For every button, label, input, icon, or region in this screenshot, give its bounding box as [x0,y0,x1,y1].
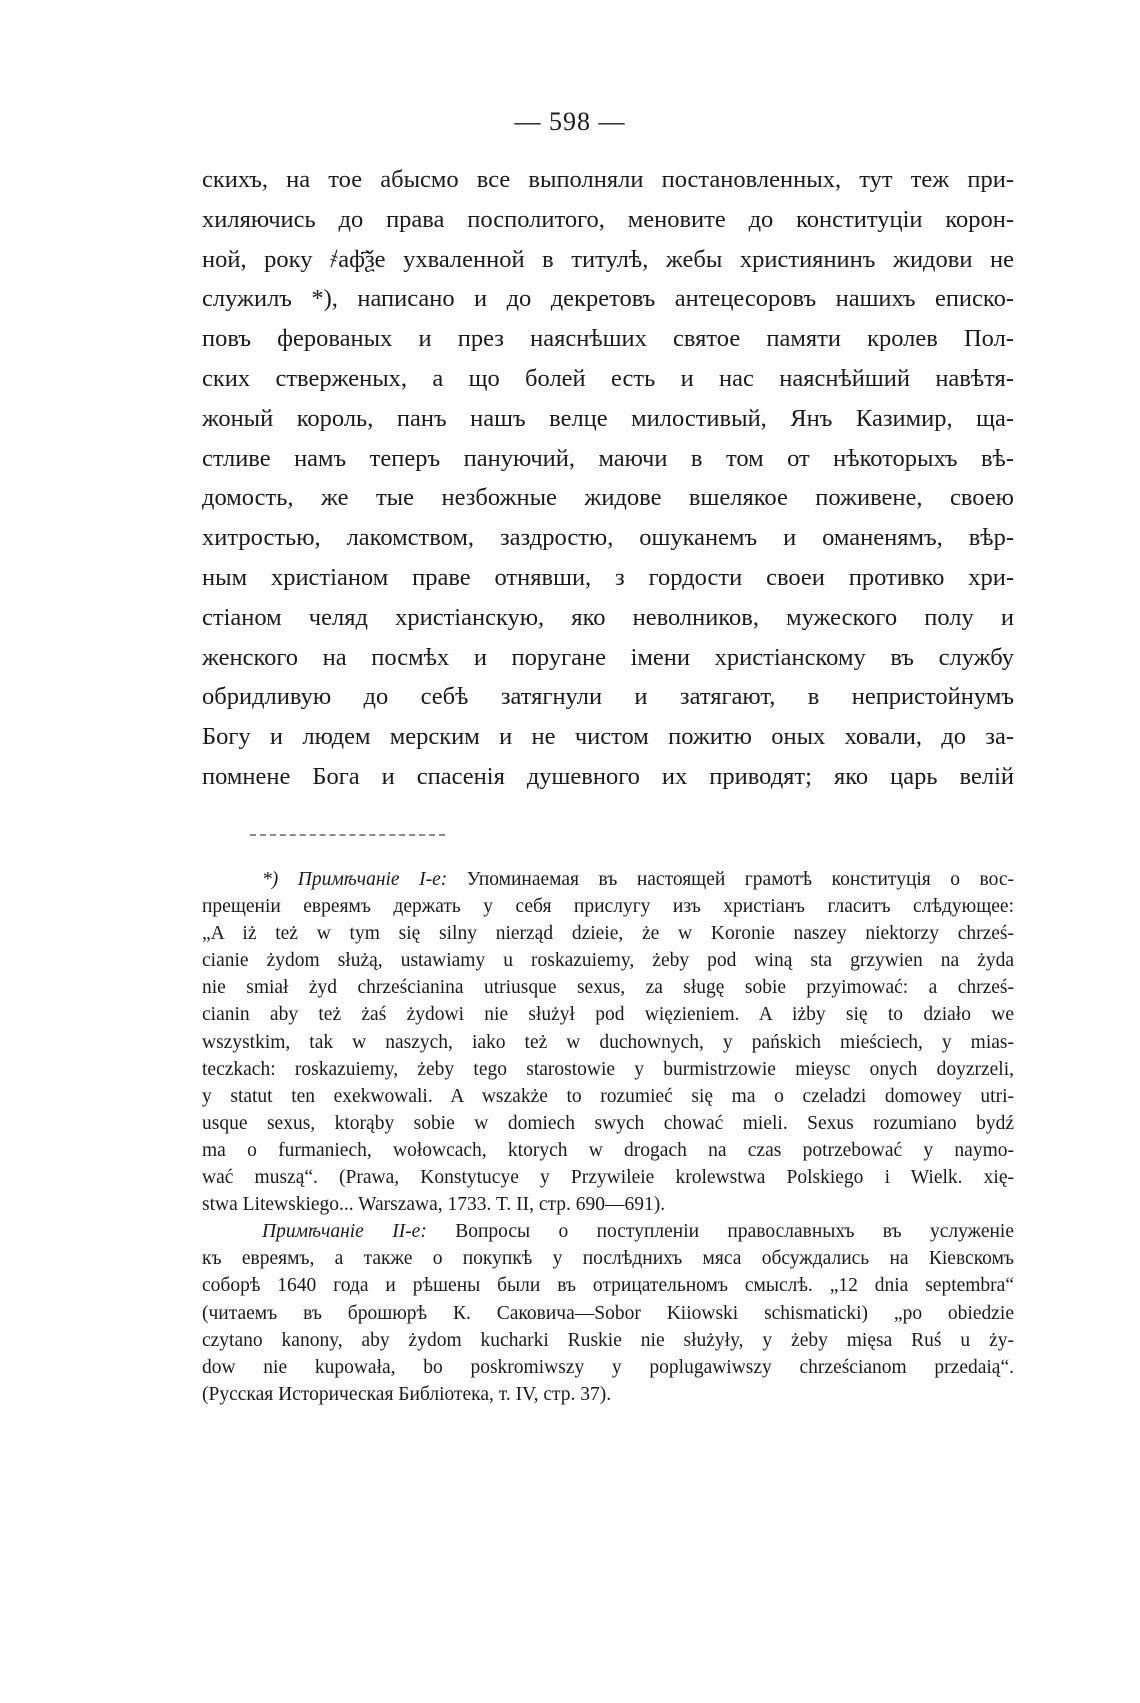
note-line: y statut ten exekwowali. A wszakże to rozumieć się ma o czeladzi domowey utri- [202,1085,1014,1107]
note-line: stwa Litewskiego... Warszawa, 1733. T. II, стр. 690—691). [202,1194,666,1216]
note-line: (Русская Историческая Библіотека, т. IV, стр. 37). [202,1383,612,1405]
note1-label: *) Примѣчаніе I-е: [262,869,448,890]
note-line: соборѣ 1640 года и рѣшены были въ отрицательномъ смыслѣ. „12 dnia septembra“ [202,1275,1014,1297]
note1-first-text: Упоминаемая въ настоящей грамотѣ конституція о вос- [447,869,1014,890]
text-line: стливе намъ теперъ пануючий, маючи в том от нѣкоторыхъ вѣ- [202,444,1014,472]
note-line: ma o furmaniech, wołowcach, ktorych w drogach na czas potrzebować y naymo- [202,1139,1014,1161]
note-line: „A iż też w tym się silny nierząd dzieie, że w Koronie naszey niektorzy chrześ- [202,923,1014,945]
text-line: ной, року ҂аф҃ѯе ухваленной в титулѣ, жебы християнинъ жидови не [202,245,1014,273]
text-line: хиляючись до права посполитого, меновите до конституціи корон- [202,205,1014,233]
note-line: (читаемъ въ брошюрѣ К. Саковича—Sobor Kiiowski schismaticki) „po obiedzie [202,1302,1014,1324]
note-line: czytano kanony, aby żydom kucharki Ruskie nie służyły, y żeby mięsa Ruś u ży- [202,1329,1014,1351]
text-line: скихъ, на тое абысмо все выполняли постановленных, тут теж при- [202,166,1014,193]
text-line: ным христіаном праве отнявши, з гордости своеи противко хри- [202,563,1014,591]
note-line: wszystkim, tak w naszych, iako też w duchownych, y pańskich mieściech, y mias- [202,1031,1014,1053]
text-line: Богу и людем мерским и не чистом пожитю оных ховали, до за- [202,723,1014,751]
text-line: хитростью, лакомством, заздростю, ошуканемъ и оманенямъ, вѣр- [202,524,1014,552]
main-text [202,160,1014,797]
text-line: повъ ферованых и през наяснѣших святое памяти кролев Пол- [202,325,1014,353]
text-line: служилъ *), написано и до декретовъ антецесоровъ нашихъ еписко- [202,285,1014,313]
text-line: жоный король, панъ нашъ велце милостивый, Янъ Казимир, ща- [202,404,1014,432]
text-line: стіаном челяд христіанскую, яко неволников, мужеского полу и [202,603,1014,631]
note-line: teczkach: roskazuiemy, żeby tego starostowie y burmistrzowie mieysc onych doyzrzeli, [202,1058,1014,1080]
footnote-separator [250,834,445,836]
note-line: прещеніи евреямъ держать у себя прислугу изъ христіанъ гласитъ слѣдующее: [202,896,1014,918]
page-number: — 598 — [514,107,626,136]
note-line: wać muszą“. (Prawa, Konstytucye y Przywileie krolewstwa Polskiego i Wielk. xię- [202,1167,1014,1189]
note-line: usque sexus, ktorąby sobie w domiech swych chować mieli. Sexus rozumiano bydź [202,1112,1014,1134]
text-line: домость, же тые незбожные жидове вшелякое поживене, своею [202,484,1014,512]
text-line: помнене Бога и спасенія душевного их приводят; яко царь велій [202,762,1014,790]
note2-first-line [202,1218,1014,1245]
note-line: cianin aby też żaś żydowi nie służył pod więzieniem. A iżby się to działo we [202,1004,1014,1026]
note2-first-text: Вопросы о поступленіи православныхъ въ услуженіе [426,1221,1014,1243]
note2-label: Примѣчаніе II-е: [262,1221,427,1243]
note1-first-line [202,866,1014,893]
note-line: dow nie kupowała, bo poskromiwszy y poplugawiwszy chrześcianom przedaią“. [202,1356,1014,1378]
text-line: обридливую до себѣ затягнули и затягают, в непристойнумъ [202,683,1014,711]
note-line: cianie żydom służą, ustawiamy u roskazuiemy, żeby pod winą sta grzywien na żyda [202,950,1014,972]
footnotes [202,866,1014,1408]
note-line: къ евреямъ, а также о покупкѣ у послѣднихъ мяса обсуждались на Кіевскомъ [202,1248,1014,1270]
text-line: женского на посмѣх и поругане імени христіанскому въ службу [202,643,1014,671]
note-line: nie smiał żyd chrześcianina utriusque sexus, za sługę sobie przyimować: a chrześ- [202,977,1014,999]
text-line: ских стверженых, а що болей есть и нас наяснѣйший навѣтя- [202,364,1014,392]
